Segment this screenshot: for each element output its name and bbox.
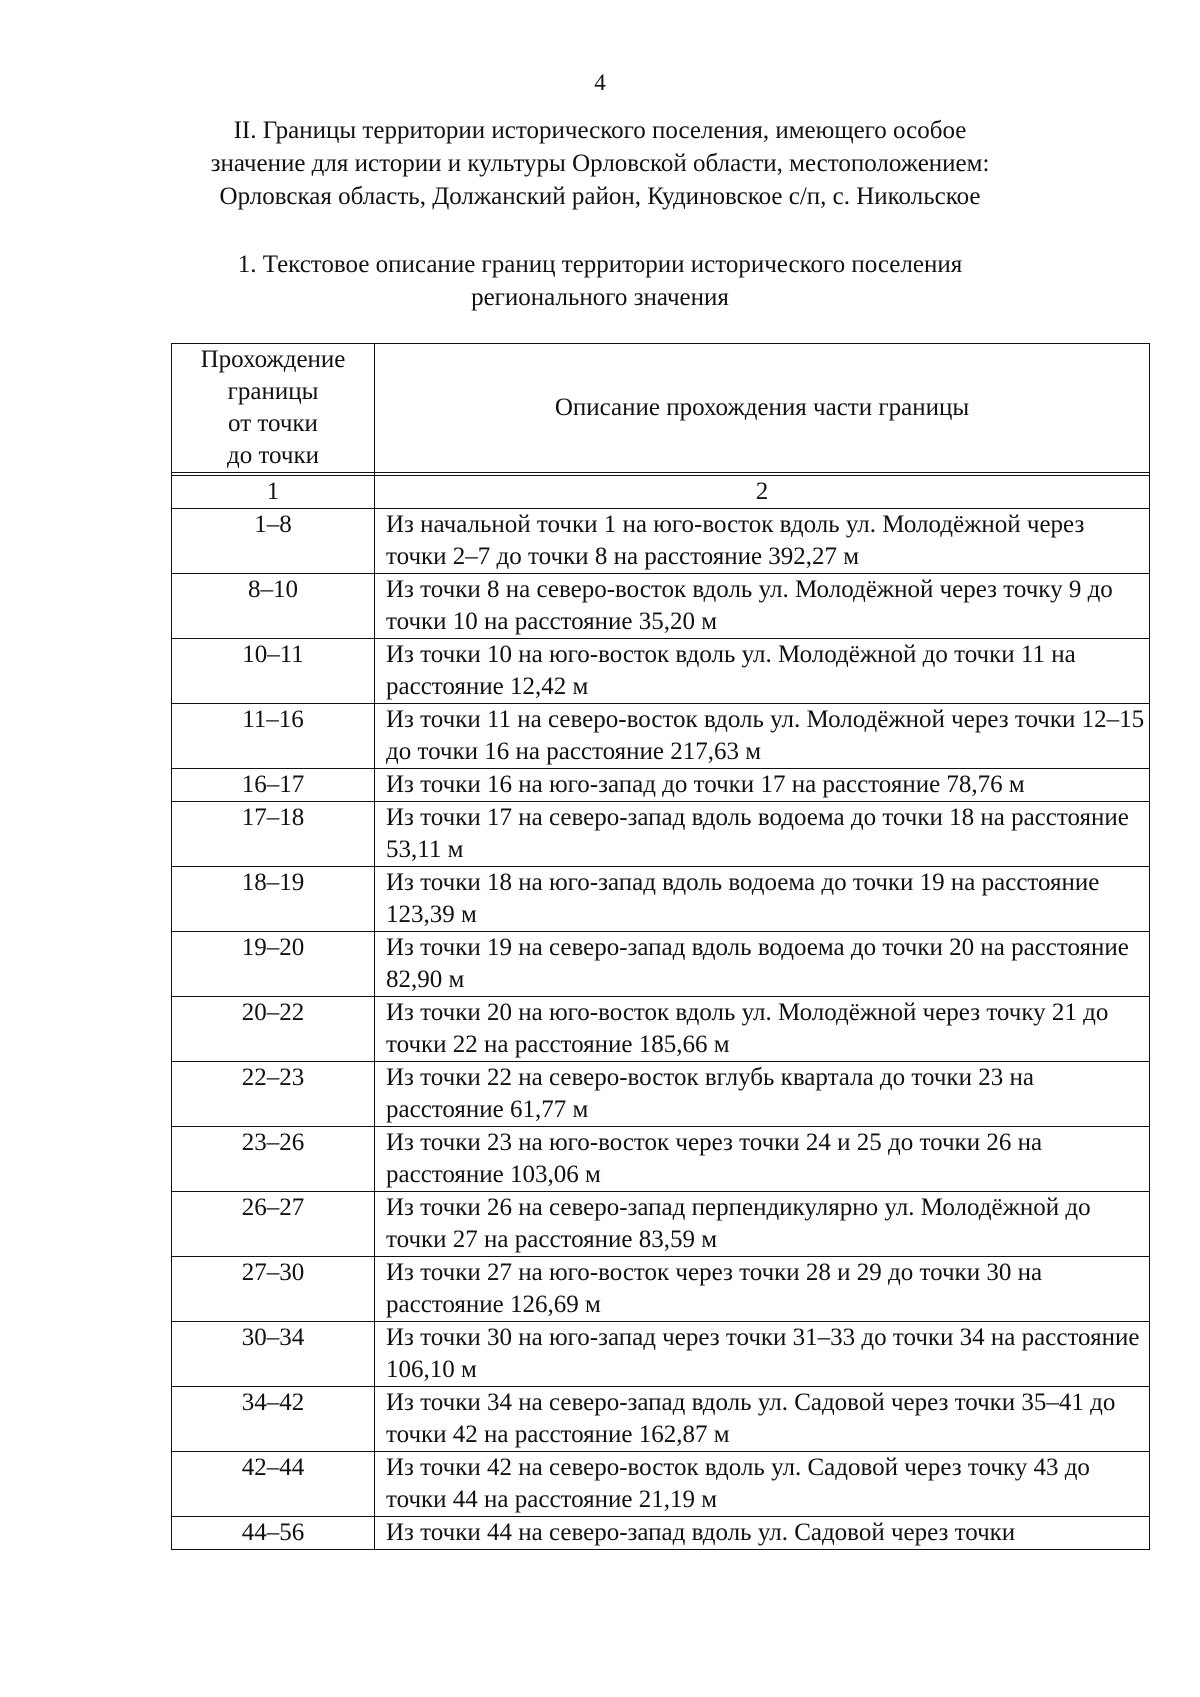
table-row	[172, 509, 1150, 574]
description-cell: Из точки 44 на северо-запад вдоль ул. Садовой через точки	[375, 1517, 1150, 1550]
table-row	[172, 1322, 1150, 1387]
table-row	[172, 932, 1150, 997]
segment-cell: 19–20	[172, 932, 375, 997]
segment-cell: 23–26	[172, 1127, 375, 1192]
description-cell: Из точки 8 на северо-восток вдоль ул. Молодёжной через точку 9 до точки 10 на расстояние 35,20 м	[375, 574, 1150, 639]
table-row	[172, 704, 1150, 769]
page-number: 4	[594, 70, 606, 95]
description-cell: Из начальной точки 1 на юго-восток вдоль ул. Молодёжной через точки 2–7 до точки 8 на расстояние 392,27 м	[375, 509, 1150, 574]
table-header-row	[172, 344, 1150, 473]
header-segment-line: Прохождение	[200, 346, 346, 373]
boundary-table	[171, 343, 1150, 1550]
header-description-cell: Описание прохождения части границы	[375, 344, 1150, 473]
segment-cell: 17–18	[172, 802, 375, 867]
segment-cell: 1–8	[172, 509, 375, 574]
table-row	[172, 639, 1150, 704]
table-row	[172, 1127, 1150, 1192]
table-row	[172, 1452, 1150, 1517]
description-cell: Из точки 11 на северо-восток вдоль ул. Молодёжной через точки 12–15 до точки 16 на расстояние 217,63 м	[375, 704, 1150, 769]
table-row	[172, 1062, 1150, 1127]
description-cell: Из точки 26 на северо-запад перпендикулярно ул. Молодёжной до точки 27 на расстояние 83,59 м	[375, 1192, 1150, 1257]
section-heading-line: Орловская область, Должанский район, Кудиновское с/п, с. Никольское	[219, 183, 981, 210]
section-heading-line: II. Границы территории исторического поселения, имеющего особое	[233, 117, 967, 144]
header-segment-line: границы	[227, 378, 319, 405]
description-cell: Из точки 10 на юго-восток вдоль ул. Молодёжной до точки 11 на расстояние 12,42 м	[375, 639, 1150, 704]
column-number-2: 2	[375, 476, 1150, 509]
segment-cell: 10–11	[172, 639, 375, 704]
subsection-heading-line: регионального значения	[471, 284, 729, 311]
description-cell: Из точки 23 на юго-восток через точки 24 и 25 до точки 26 на расстояние 103,06 м	[375, 1127, 1150, 1192]
segment-cell: 34–42	[172, 1387, 375, 1452]
section-heading-line: значение для истории и культуры Орловской области, местоположением:	[210, 150, 990, 177]
segment-cell: 27–30	[172, 1257, 375, 1322]
table-row	[172, 769, 1150, 802]
table-row	[172, 867, 1150, 932]
section-heading	[150, 114, 1050, 213]
segment-cell: 30–34	[172, 1322, 375, 1387]
segment-cell: 8–10	[172, 574, 375, 639]
segment-cell: 16–17	[172, 769, 375, 802]
description-cell: Из точки 42 на северо-восток вдоль ул. Садовой через точку 43 до точки 44 на расстояние 21,19 м	[375, 1452, 1150, 1517]
table-row	[172, 802, 1150, 867]
subsection-heading	[150, 248, 1050, 314]
subsection-heading-line: 1. Текстовое описание границ территории исторического поселения	[237, 251, 963, 278]
segment-cell: 44–56	[172, 1517, 375, 1550]
description-cell: Из точки 17 на северо-запад вдоль водоема до точки 18 на расстояние 53,11 м	[375, 802, 1150, 867]
table-row	[172, 1517, 1150, 1550]
description-cell: Из точки 16 на юго-запад до точки 17 на расстояние 78,76 м	[375, 769, 1150, 802]
segment-cell: 22–23	[172, 1062, 375, 1127]
boundary-table-container	[171, 343, 1149, 1550]
description-cell: Из точки 27 на юго-восток через точки 28 и 29 до точки 30 на расстояние 126,69 м	[375, 1257, 1150, 1322]
segment-cell: 20–22	[172, 997, 375, 1062]
column-number-row	[172, 476, 1150, 509]
description-cell: Из точки 34 на северо-запад вдоль ул. Садовой через точки 35–41 до точки 42 на расстояние 162,87 м	[375, 1387, 1150, 1452]
table-row	[172, 997, 1150, 1062]
segment-cell: 42–44	[172, 1452, 375, 1517]
table-row	[172, 1387, 1150, 1452]
table-row	[172, 574, 1150, 639]
segment-cell: 11–16	[172, 704, 375, 769]
description-cell: Из точки 18 на юго-запад вдоль водоема до точки 19 на расстояние 123,39 м	[375, 867, 1150, 932]
table-row	[172, 1257, 1150, 1322]
description-cell: Из точки 20 на юго-восток вдоль ул. Молодёжной через точку 21 до точки 22 на расстояние 185,66 м	[375, 997, 1150, 1062]
segment-cell: 18–19	[172, 867, 375, 932]
description-cell: Из точки 22 на северо-восток вглубь квартала до точки 23 на расстояние 61,77 м	[375, 1062, 1150, 1127]
description-cell: Из точки 19 на северо-запад вдоль водоема до точки 20 на расстояние 82,90 м	[375, 932, 1150, 997]
header-segment-line: до точки	[226, 442, 320, 469]
column-number-1: 1	[172, 476, 375, 509]
table-row	[172, 1192, 1150, 1257]
header-segment-line: от точки	[228, 410, 318, 437]
header-segment-cell	[172, 344, 375, 473]
segment-cell: 26–27	[172, 1192, 375, 1257]
description-cell: Из точки 30 на юго-запад через точки 31–33 до точки 34 на расстояние 106,10 м	[375, 1322, 1150, 1387]
